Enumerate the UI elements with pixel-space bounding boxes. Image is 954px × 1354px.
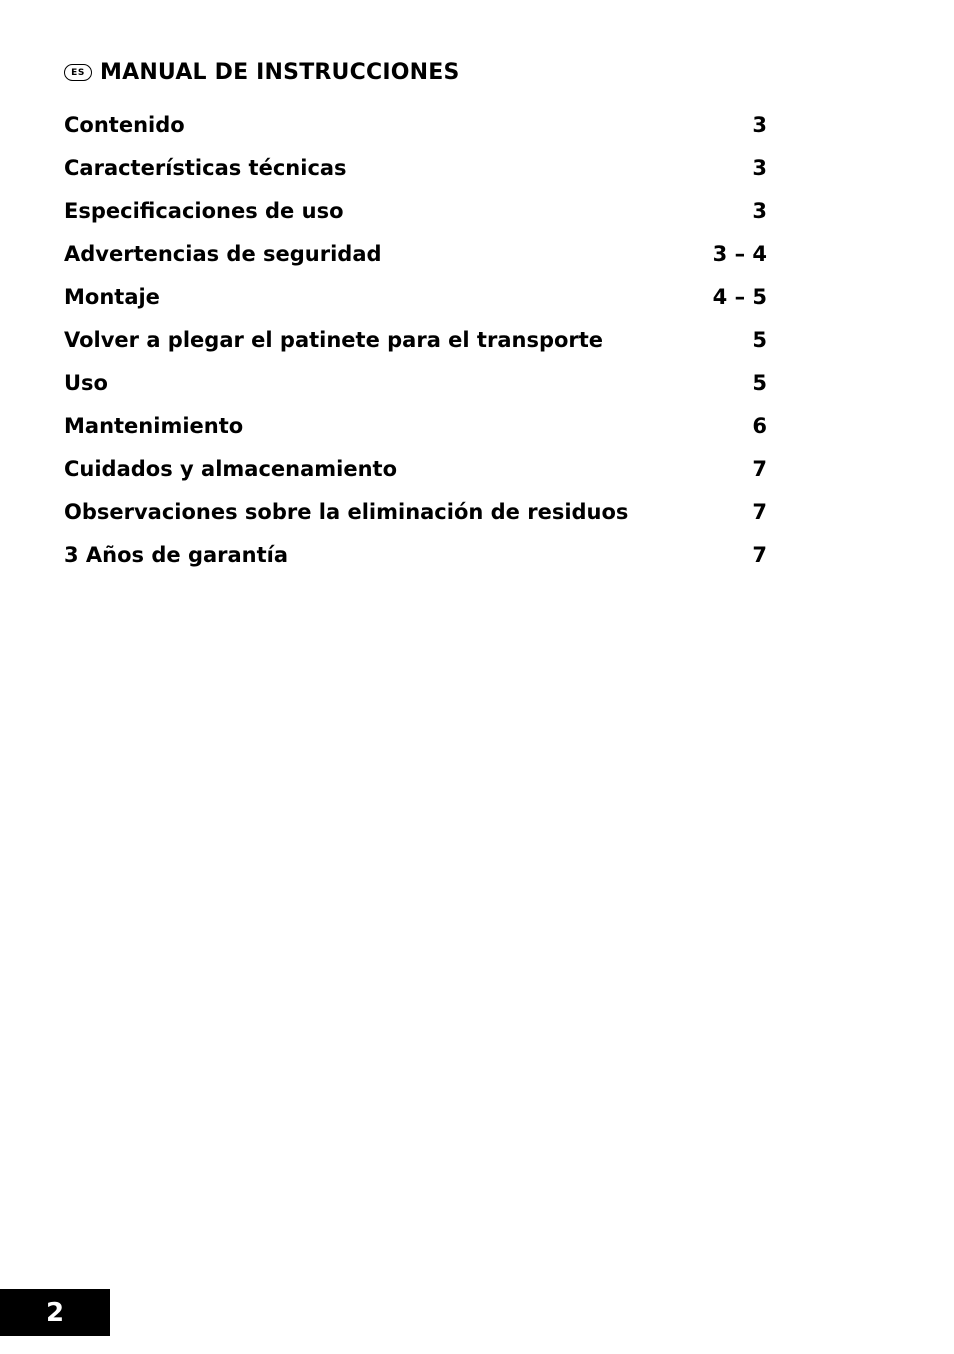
- toc-entry: [64, 404, 767, 447]
- toc-entry-title: Contenido: [64, 112, 185, 137]
- toc-entry: [64, 189, 767, 232]
- toc-entry-title: Observaciones sobre la eliminación de residuos: [64, 499, 629, 524]
- toc-entry-title: Advertencias de seguridad: [64, 241, 382, 266]
- toc-entry-page: 3: [752, 198, 767, 223]
- toc-entry-title: Montaje: [64, 284, 160, 309]
- toc-entry: [64, 275, 767, 318]
- page-number: 2: [45, 1297, 65, 1328]
- language-badge-icon: ES: [64, 64, 92, 81]
- toc-entry-title: Especificaciones de uso: [64, 198, 344, 223]
- toc-entry-page: 5: [752, 327, 767, 352]
- toc-entry: [64, 146, 767, 189]
- toc-entry-title: Cuidados y almacenamiento: [64, 456, 398, 481]
- toc-entry: [64, 361, 767, 404]
- manual-header: [64, 60, 460, 85]
- manual-title: MANUAL DE INSTRUCCIONES: [100, 60, 460, 85]
- table-of-contents: [64, 103, 767, 576]
- toc-entry: [64, 490, 767, 533]
- toc-entry-page: 4 – 5: [712, 284, 767, 309]
- toc-entry: [64, 318, 767, 361]
- toc-entry-page: 3 – 4: [712, 241, 767, 266]
- toc-entry-page: 7: [752, 499, 767, 524]
- toc-entry-title: Características técnicas: [64, 155, 347, 180]
- toc-entry-page: 3: [752, 155, 767, 180]
- toc-entry-page: 7: [752, 456, 767, 481]
- toc-entry: [64, 103, 767, 146]
- toc-entry: [64, 447, 767, 490]
- toc-entry-page: 3: [752, 112, 767, 137]
- toc-entry: [64, 533, 767, 576]
- toc-entry-page: 5: [752, 370, 767, 395]
- toc-entry-title: 3 Años de garantía: [64, 542, 289, 567]
- toc-entry: [64, 232, 767, 275]
- toc-entry-title: Uso: [64, 370, 108, 395]
- toc-entry-page: 6: [752, 413, 767, 438]
- toc-entry-title: Volver a plegar el patinete para el transporte: [64, 327, 604, 352]
- page-number-box: [0, 1289, 110, 1336]
- toc-entry-page: 7: [752, 542, 767, 567]
- toc-entry-title: Mantenimiento: [64, 413, 244, 438]
